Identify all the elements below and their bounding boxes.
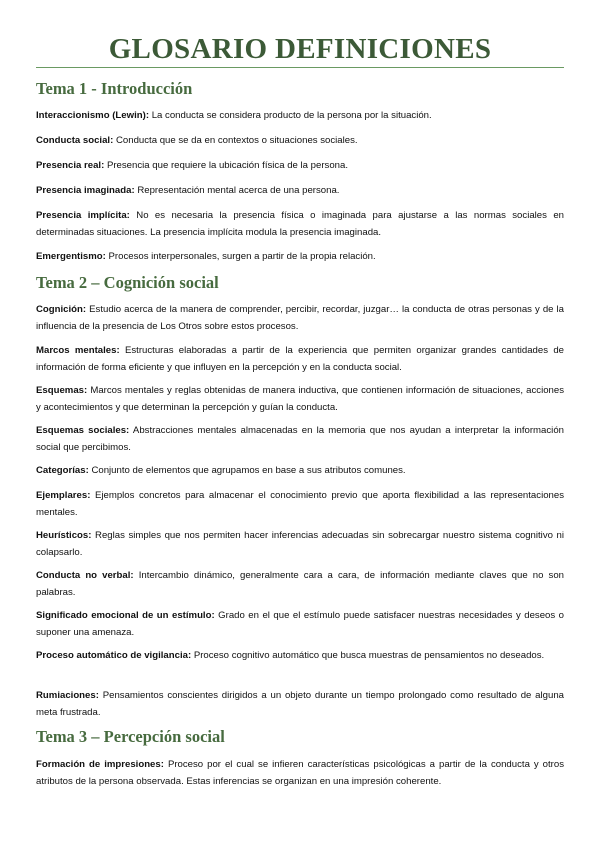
entry-term: Marcos mentales: — [36, 345, 120, 356]
entry-definition: Ejemplos concretos para almacenar el conocimiento previo que aporta flexibilidad a las representaciones mentales. — [36, 490, 564, 518]
entry-definition: Conducta que se da en contextos o situaciones sociales. — [115, 135, 358, 146]
glossary-entry — [36, 383, 564, 416]
entry-term: Presencia implícita: — [36, 210, 130, 221]
entry-term: Interaccionismo (Lewin): — [36, 110, 150, 121]
entry-definition: Procesos interpersonales, surgen a partir de la propia relación. — [108, 251, 376, 262]
glossary-entry — [36, 302, 564, 335]
entry-definition: Proceso cognitivo automático que busca muestras de pensamientos no deseados. — [193, 650, 545, 661]
glossary-entry — [36, 208, 564, 241]
glossary-entry — [36, 133, 564, 150]
title-divider — [36, 67, 564, 68]
entry-term: Conducta social: — [36, 135, 114, 146]
entry-definition: Estructuras elaboradas a partir de la experiencia que permiten organizar grandes cantidades de información de forma eficiente y que influyen en la percepción y en la conducta social. — [36, 345, 564, 373]
entry-term: Emergentismo: — [36, 251, 106, 262]
entry-definition: Marcos mentales y reglas obtenidas de manera inductiva, que contienen información de situaciones, acciones y acontecimientos y que determinan la percepción y guían la conducta. — [36, 385, 565, 413]
glossary-entry — [36, 183, 564, 200]
entry-term: Rumiaciones: — [36, 690, 99, 701]
page-title: GLOSARIO DEFINICIONES — [108, 33, 492, 65]
entry-definition: Representación mental acerca de una persona. — [137, 185, 340, 196]
glossary-entry — [36, 423, 564, 456]
glossary-entry — [36, 463, 564, 480]
entry-definition: Estudio acerca de la manera de comprender, percibir, recordar, juzgar… la conducta de otras personas y de la influencia de la presencia de Los Otros sobre estos procesos. — [36, 304, 564, 332]
entry-term: Presencia real: — [36, 160, 105, 171]
glossary-entry — [36, 343, 564, 376]
glossary-entry — [36, 648, 564, 665]
glossary-entry — [36, 488, 564, 521]
entry-definition: Grado en el que el estímulo puede satisfacer nuestras necesidades y deseos o suponer una amenaza. — [36, 610, 564, 638]
entry-definition: La conducta se considera producto de la persona por la situación. — [151, 110, 432, 121]
entry-definition: Abstracciones mentales almacenadas en la memoria que nos ayudan a interpretar la información social que percibimos. — [36, 425, 564, 453]
entry-term: Cognición: — [36, 304, 87, 315]
entry-definition: Intercambio dinámico, generalmente cara a cara, de información mediante claves que no son palabras. — [36, 570, 564, 598]
glossary-entry — [36, 757, 564, 790]
glossary-entry — [36, 568, 564, 601]
entry-term: Categorías: — [36, 465, 89, 476]
entry-definition: Conjunto de elementos que agrupamos en base a sus atributos comunes. — [91, 465, 406, 476]
entry-definition: No es necesaria la presencia física o imaginada para ajustarse a las normas sociales en determinadas situaciones. La presencia implícita modula la presencia imaginada. — [36, 210, 564, 238]
entry-term: Presencia imaginada: — [36, 185, 135, 196]
entry-term: Esquemas: — [36, 385, 88, 396]
entry-term: Conducta no verbal: — [36, 570, 134, 581]
entry-term: Proceso automático de vigilancia: — [36, 650, 192, 661]
entry-term: Heurísticos: — [36, 530, 92, 541]
section-heading-tema-1: Tema 1 - Introducción — [36, 79, 193, 98]
glossary-entry — [36, 108, 564, 125]
entry-definition: Reglas simples que nos permiten hacer inferencias adecuadas sin sobrecargar nuestro sistema cognitivo ni colapsarlo. — [36, 530, 564, 558]
glossary-entry — [36, 688, 564, 721]
glossary-entry — [36, 608, 564, 641]
glossary-entry — [36, 158, 564, 175]
entry-term: Esquemas sociales: — [36, 425, 130, 436]
entry-definition: Pensamientos conscientes dirigidos a un objeto durante un tiempo prolongado como resultado de alguna meta frustrada. — [36, 690, 564, 718]
section-heading-tema-3: Tema 3 – Percepción social — [36, 727, 225, 746]
section-heading-tema-2: Tema 2 – Cognición social — [36, 273, 219, 292]
entry-term: Ejemplares: — [36, 490, 91, 501]
entry-definition: Presencia que requiere la ubicación física de la persona. — [106, 160, 349, 171]
glossary-entry — [36, 528, 564, 561]
glossary-entry — [36, 249, 564, 266]
entry-term: Formación de impresiones: — [36, 759, 164, 770]
entry-term: Significado emocional de un estímulo: — [36, 610, 215, 621]
entry-definition: Proceso por el cual se infieren características psicológicas a partir de la conducta y otros atributos de la persona observada. Estas inferencias se organizan en una impresión coherente. — [36, 759, 565, 787]
